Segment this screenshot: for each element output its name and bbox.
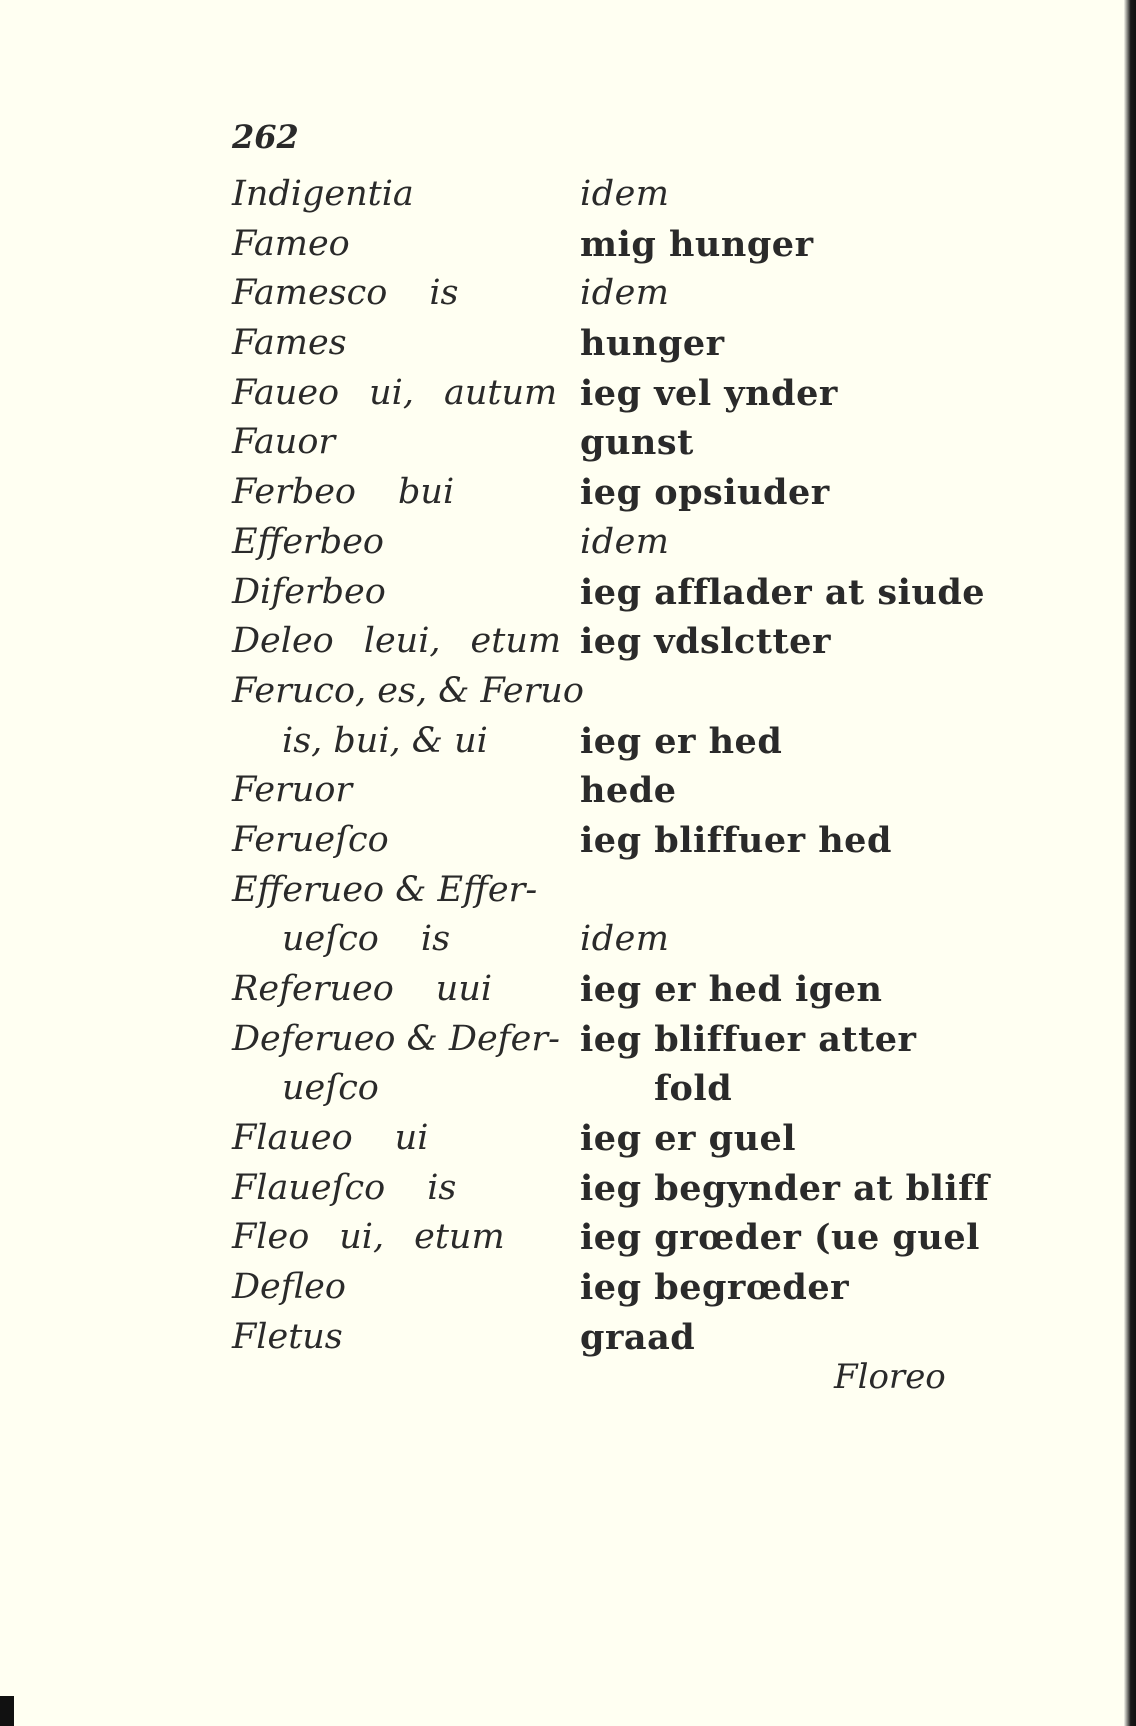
latin-form: leui, [363, 621, 441, 662]
latin-headword [232, 1015, 560, 1065]
latin-headword [232, 866, 537, 916]
latin-form: bui [398, 472, 455, 513]
latin-headword [232, 766, 352, 816]
latin-lemma: Indigentia [232, 174, 414, 214]
latin-headword [232, 518, 384, 568]
danish-gloss: idem [580, 919, 670, 960]
danish-gloss: ieg er hed [580, 720, 783, 762]
latin-headword [282, 915, 450, 965]
latin-headword [232, 816, 389, 866]
latin-headword [232, 1313, 343, 1363]
latin-headword [232, 965, 492, 1015]
danish-gloss: fold [654, 1068, 733, 1110]
latin-lemma: Deleo [232, 621, 334, 662]
glossary-row [232, 1213, 980, 1263]
latin-lemma: Ferbeo [232, 472, 357, 513]
latin-headword [232, 1213, 505, 1263]
latin-headword [232, 1263, 346, 1313]
glossary-row [232, 269, 952, 319]
latin-headword [232, 269, 458, 319]
latin-headword [232, 1164, 456, 1214]
latin-headword [232, 667, 584, 717]
latin-lemma: is, bui, & ui [282, 720, 488, 761]
glossary-row [232, 468, 952, 518]
latin-lemma: Fletus [232, 1316, 343, 1357]
glossary-row [232, 866, 952, 916]
latin-lemma: Diferbeo [232, 571, 386, 612]
danish-gloss: ieg bliffuer hed [580, 819, 892, 861]
glossary-row [232, 1263, 952, 1313]
latin-headword [232, 418, 335, 468]
latin-headword [232, 319, 347, 369]
glossary-row [232, 816, 952, 866]
page-number: 262 [232, 118, 299, 156]
latin-form: autum [443, 372, 558, 413]
latin-lemma: ueſco [282, 919, 379, 960]
danish-gloss: ieg er guel [580, 1118, 797, 1160]
glossary-row [232, 766, 952, 816]
glossary-row [232, 617, 952, 667]
latin-lemma: Defleo [232, 1267, 346, 1308]
danish-gloss: mig hunger [580, 223, 814, 265]
latin-lemma: Fameo [232, 223, 350, 264]
glossary-row [232, 220, 952, 270]
danish-gloss: graad [580, 1316, 696, 1358]
danish-gloss: ieg vdslctter [580, 621, 831, 663]
latin-headword [232, 369, 557, 419]
glossary-row [232, 1313, 952, 1363]
glossary-row [232, 319, 952, 369]
glossary-row [232, 369, 952, 419]
latin-lemma: ueſco [282, 1068, 379, 1109]
latin-form: is [429, 273, 459, 314]
latin-form: uui [435, 969, 493, 1009]
latin-form: ui [394, 1118, 429, 1159]
latin-form: ui, [339, 1217, 385, 1258]
latin-lemma: Deferueo & Defer- [232, 1018, 560, 1059]
glossary-row [232, 965, 952, 1015]
danish-gloss: idem [580, 521, 670, 562]
danish-gloss: ieg begynder at bliff [580, 1167, 990, 1209]
latin-headword [282, 1064, 379, 1114]
danish-gloss: idem [580, 174, 670, 214]
latin-lemma: Efferbeo [232, 521, 384, 562]
latin-headword [232, 1114, 428, 1164]
latin-headword [232, 170, 414, 220]
latin-form: is [427, 1167, 457, 1208]
glossary-row [232, 568, 986, 618]
latin-lemma: Fauor [232, 422, 336, 463]
latin-lemma: Flaueſco [232, 1167, 386, 1208]
latin-lemma: Faueo [232, 372, 340, 413]
danish-gloss: idem [580, 273, 670, 314]
glossary-row [232, 170, 952, 220]
latin-lemma: Ferueſco [232, 819, 389, 860]
latin-lemma: Famesco [232, 273, 388, 314]
latin-lemma: Flaueo [232, 1118, 353, 1159]
glossary-list [232, 170, 990, 1363]
danish-gloss: hede [580, 770, 677, 812]
danish-gloss: gunst [580, 422, 694, 464]
scan-corner [0, 1696, 14, 1726]
latin-lemma: Feruor [232, 770, 353, 811]
danish-gloss: hunger [580, 323, 725, 365]
danish-gloss: ieg grœder (ue guel [580, 1217, 980, 1259]
danish-gloss: ieg er hed igen [580, 969, 883, 1010]
glossary-row [232, 1064, 952, 1114]
latin-lemma: Fames [232, 323, 347, 364]
latin-lemma: Fleo [232, 1217, 310, 1258]
glossary-row [232, 1015, 952, 1065]
latin-lemma: Feruco, es, & Feruo [232, 670, 584, 711]
danish-gloss: ieg begrœder [580, 1267, 850, 1309]
latin-headword [232, 617, 561, 667]
glossary-row [232, 518, 952, 568]
glossary-row [232, 915, 952, 965]
glossary-row [232, 418, 952, 468]
latin-form: etum [414, 1217, 505, 1258]
glossary-row [232, 717, 952, 767]
latin-lemma: Efferueo & Effer- [232, 869, 538, 910]
glossary-row [232, 1114, 952, 1164]
latin-headword [282, 717, 488, 767]
danish-gloss: ieg bliffuer atter [580, 1018, 917, 1060]
danish-gloss: ieg vel ynder [580, 372, 838, 414]
danish-gloss: ieg afflader at siude [580, 571, 986, 613]
latin-form: etum [470, 621, 562, 662]
glossary-row [232, 1164, 990, 1214]
latin-headword [232, 468, 454, 518]
latin-form: ui, [369, 372, 414, 413]
latin-lemma: Referueo [232, 969, 394, 1009]
latin-form: is [420, 919, 451, 960]
glossary-row [232, 667, 952, 717]
catchword: Floreo [834, 1357, 946, 1397]
latin-headword [232, 220, 350, 270]
danish-gloss: ieg opsiuder [580, 472, 830, 514]
latin-headword [232, 568, 386, 618]
scan-edge [1124, 0, 1136, 1726]
